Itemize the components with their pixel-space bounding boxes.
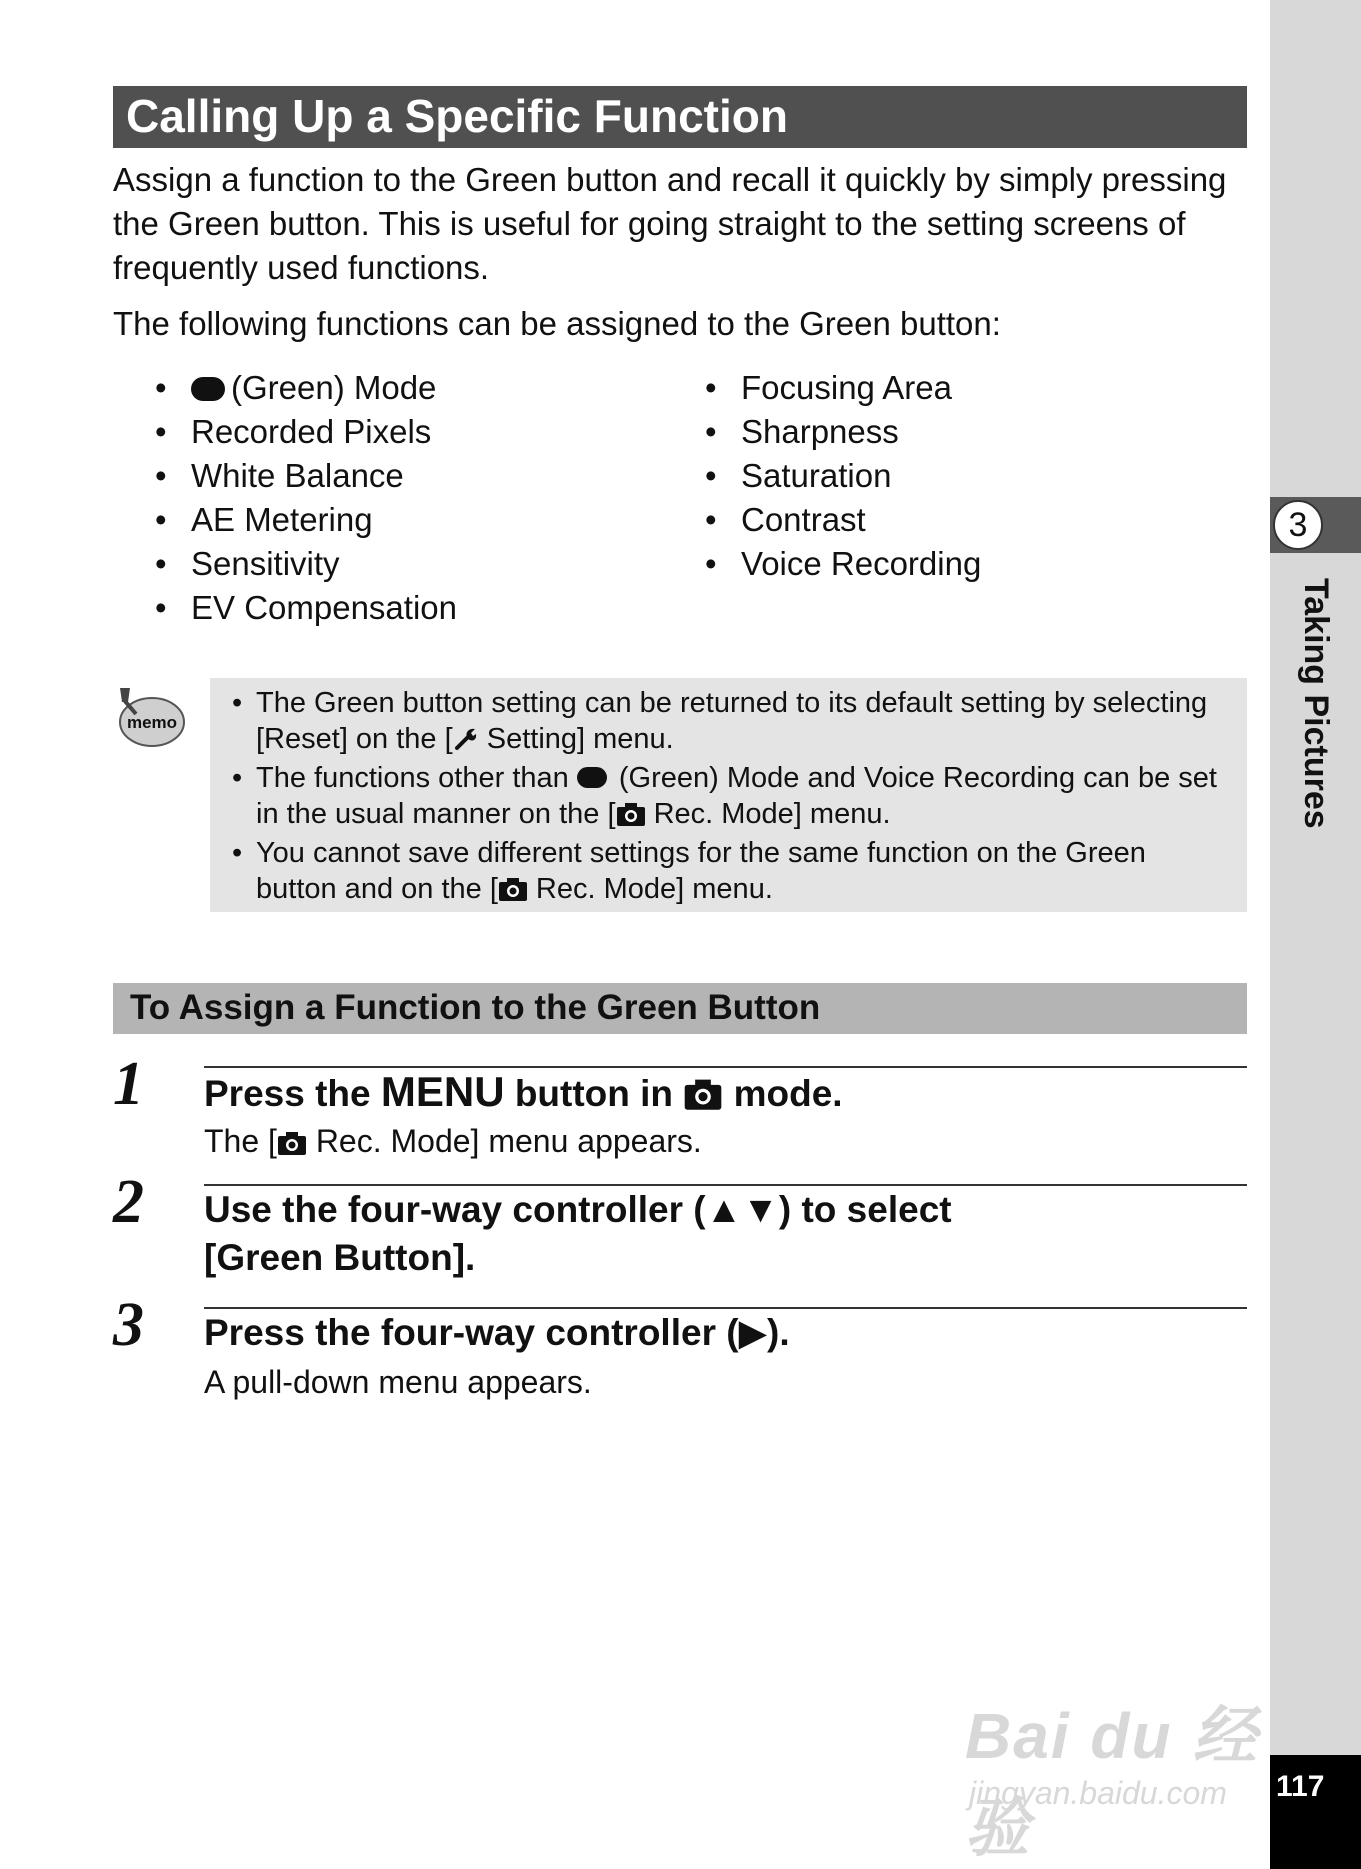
step-description: The [ Rec. Mode] menu appears. (204, 1123, 702, 1159)
list-item: • Focusing Area (705, 366, 981, 410)
green-mode-icon (191, 377, 225, 401)
list-item: • (Green) Mode (155, 366, 457, 410)
step-title: Press the MENU button in mode. (204, 1068, 843, 1115)
step-description: A pull-down menu appears. (204, 1364, 592, 1400)
chapter-number: 3 (1273, 500, 1323, 550)
watermark (965, 1665, 1275, 1864)
step-number: 2 (113, 1168, 144, 1236)
intro-paragraph-1: Assign a function to the Green button and recall it quickly by simply pressing the Green button. This is useful for going straight to the setting screens of frequently used functions. (113, 161, 1227, 286)
green-mode-icon (577, 767, 607, 788)
list-item: • AE Metering (155, 498, 457, 542)
step-number: 1 (113, 1050, 144, 1118)
chapter-sidebar (1270, 0, 1361, 1869)
list-item: • EV Compensation (155, 586, 457, 630)
watermark-logo: Bai du 经验 (965, 1700, 1259, 1864)
camera-icon (616, 801, 646, 827)
list-item: • Voice Recording (705, 542, 981, 586)
chapter-title: Taking Pictures (1297, 578, 1335, 829)
wrench-icon (453, 726, 479, 752)
subsection-header (113, 983, 1247, 1034)
intro-text (113, 158, 1263, 346)
memo-note: • The Green button setting can be returned to its default setting by selecting [Reset] on the [ Setting] menu. (226, 685, 1231, 757)
step-title: Use the four-way controller (▲▼) to select [Green Button]. (204, 1189, 952, 1278)
watermark-url: jingyan.baidu.com (969, 1775, 1227, 1811)
menu-button-label: MENU (380, 1068, 505, 1115)
memo-note: • The functions other than (Green) Mode and Voice Recording can be set in the usual manner on the [ Rec. Mode] menu. (226, 760, 1231, 832)
memo-note: • You cannot save different settings for the same function on the Green button and on the [ Rec. Mode] menu. (226, 835, 1231, 907)
section-header (113, 86, 1247, 148)
function-list-left (155, 366, 457, 630)
camera-icon (683, 1077, 723, 1111)
camera-icon (498, 876, 528, 902)
list-item: • Saturation (705, 454, 981, 498)
memo-icon (114, 684, 186, 750)
list-item: • Contrast (705, 498, 981, 542)
list-item: • White Balance (155, 454, 457, 498)
section-title: Calling Up a Specific Function (126, 90, 788, 142)
step-number: 3 (113, 1291, 144, 1359)
memo-box (210, 678, 1247, 912)
list-item: • Sensitivity (155, 542, 457, 586)
intro-paragraph-2: The following functions can be assigned to the Green button: (113, 305, 1001, 342)
page-number: 117 (1276, 1770, 1325, 1803)
step-title: Press the four-way controller (▶). (204, 1312, 790, 1353)
memo-icon-label: memo (126, 713, 178, 732)
list-item: • Recorded Pixels (155, 410, 457, 454)
function-list-right (705, 366, 981, 586)
subsection-title: To Assign a Function to the Green Button (130, 988, 821, 1027)
camera-icon (277, 1130, 307, 1156)
list-item: • Sharpness (705, 410, 981, 454)
